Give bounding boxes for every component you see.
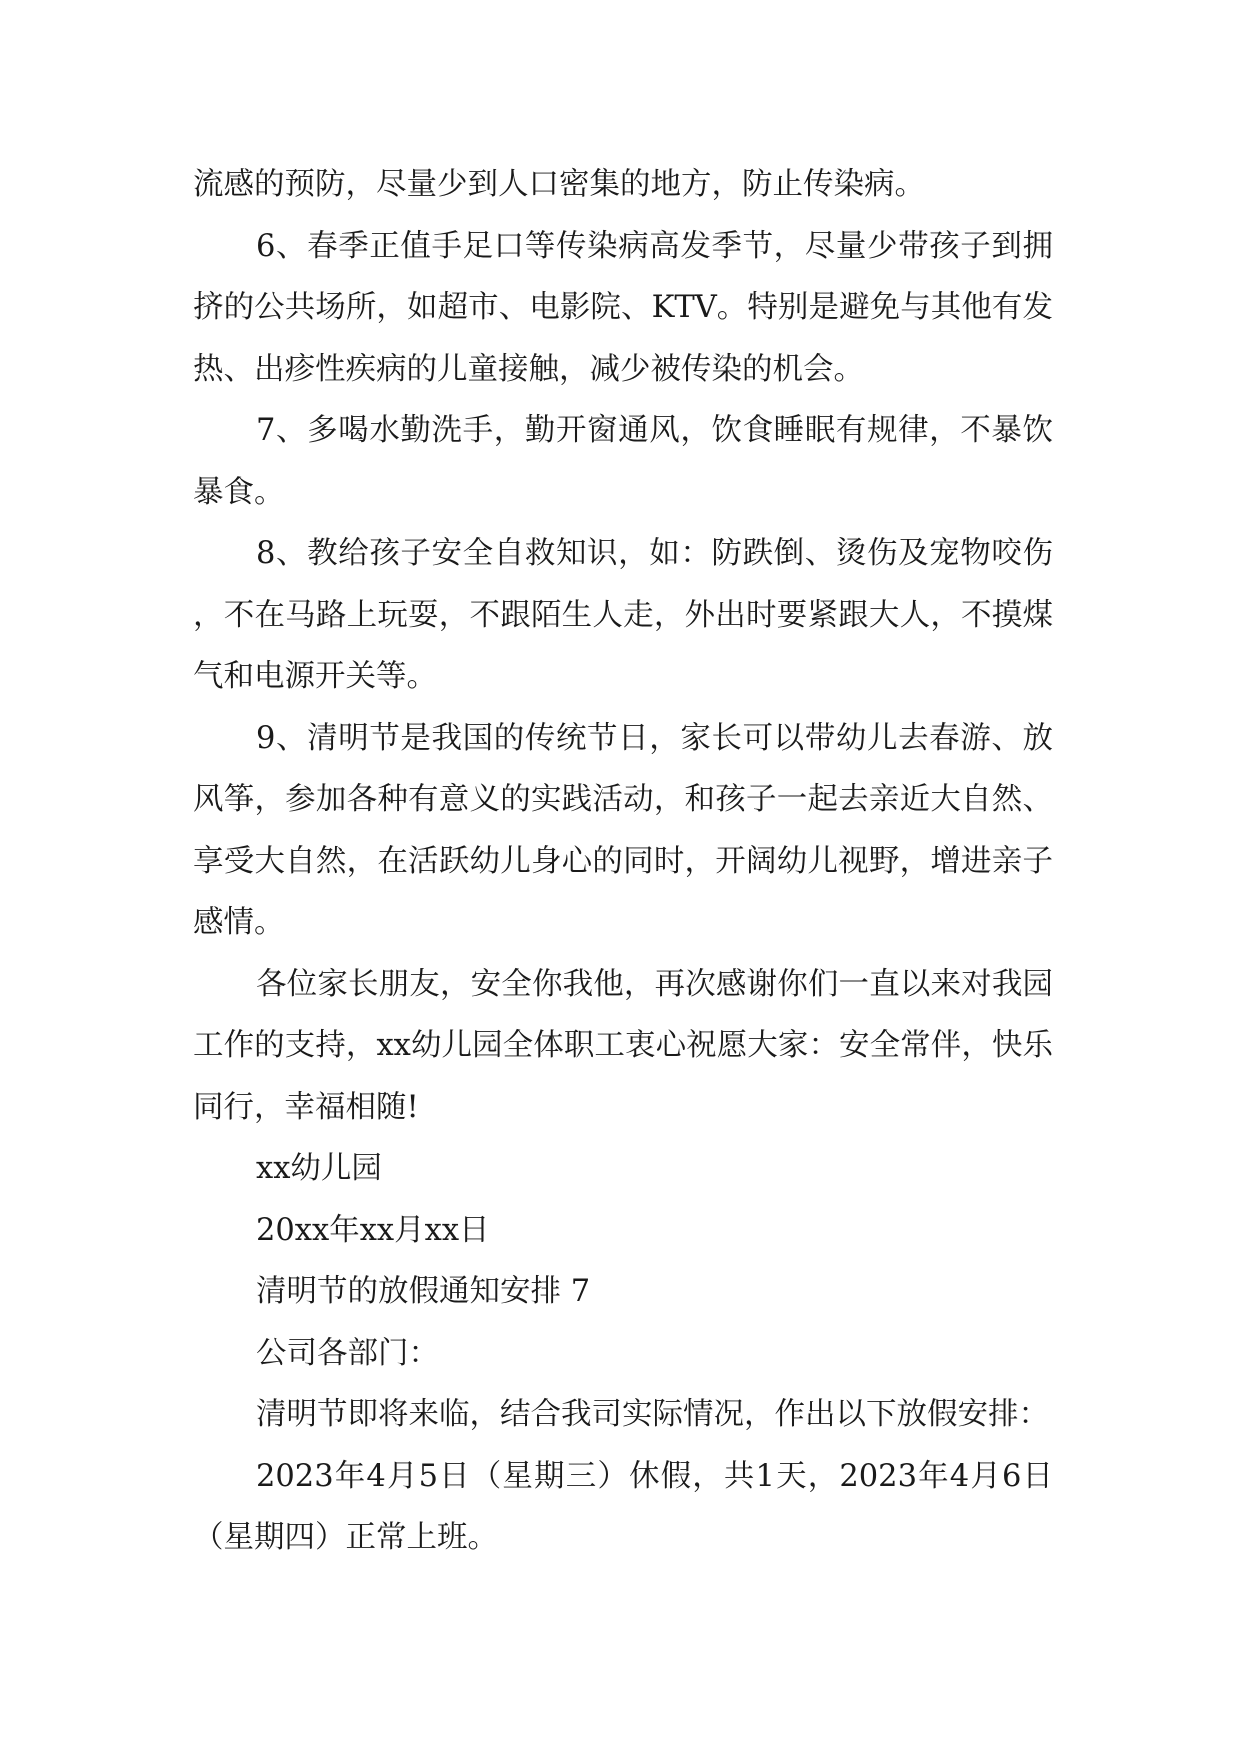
paragraph-item-8: 8、教给孩子安全自救知识，如：防跌倒、烫伤及宠物咬伤，不在马路上玩耍，不跟陌生人走，外出时要紧跟大人，不摸煤气和电源开关等。 (193, 536, 1053, 694)
paragraph-item-9: 9、清明节是我国的传统节日，家长可以带幼儿去春游、放风筝，参加各种有意义的实践活动，和孩子一起去亲近大自然、享受大自然，在活跃幼儿身心的同时，开阔幼儿视野，增进亲子感情。 (193, 720, 1053, 940)
paragraph-item-6: 6、春季正值手足口等传染病高发季节，尽量少带孩子到拥挤的公共场所，如超市、电影院、KTV。特别是避免与其他有发热、出疹性疾病的儿童接触，减少被传染的机会。 (193, 228, 1053, 387)
paragraph-item-7: 7、多喝水勤洗手，勤开窗通风，饮食睡眠有规律，不暴饮暴食。 (193, 413, 1053, 510)
paragraph-closing: 各位家长朋友，安全你我他，再次感谢你们一直以来对我园工作的支持，xx幼儿园全体职工衷心祝愿大家：安全常伴，快乐同行，幸福相随! (193, 966, 1053, 1125)
section-heading: 清明节的放假通知安排 7 (256, 1274, 591, 1309)
signature-org: xx幼儿园 (256, 1151, 382, 1186)
notice-salutation: 公司各部门： (256, 1335, 439, 1371)
paragraph-continuation: 流感的预防，尽量少到人口密集的地方，防止传染病。 (193, 167, 925, 202)
signature-date: 20xx年xx月xx日 (256, 1212, 490, 1248)
document-body (193, 154, 1053, 1569)
notice-intro: 清明节即将来临，结合我司实际情况，作出以下放假安排： (256, 1397, 1049, 1432)
notice-schedule: 2023年4月5日（星期三）休假，共1天，2023年4月6日（星期四）正常上班。 (193, 1458, 1053, 1555)
